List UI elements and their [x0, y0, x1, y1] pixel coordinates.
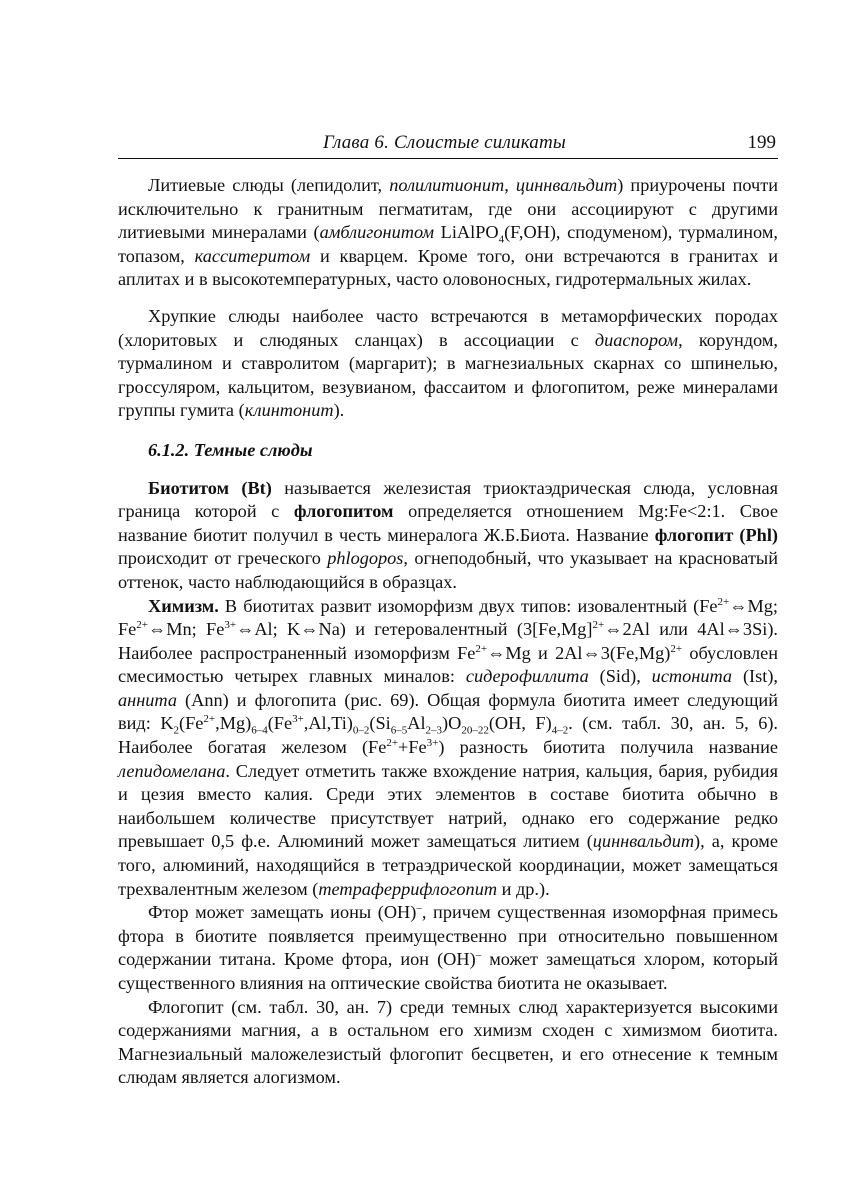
paragraph-lithium-micas: Литиевые слюды (лепидолит, полилитионит, циннвальдит) приурочены почти исключительно к гранитным пегматитам, где они ассоциируют с другими литиевыми минералами (амблигонитом LiAlPO$_4$(F,OH), сподуменом), турмалином, топазом, касситеритом и кварцем. Кроме того, они встречаются в гранитах и аплитах и в высокотемпературных, часто оловоносных, гидротермальных жилах. [118, 175, 779, 290]
chapter-title: Глава 6. Слоистые силикаты [323, 132, 566, 153]
running-header [118, 128, 778, 159]
paragraph-brittle-micas: Хрупкие слюды наиболее часто встречаются в метаморфических породах (хлоритовых и слюдяных сланцах) в ассоциации с диаспором, корундом, турмалином и ставролитом (маргарит); в магнезиальных скарнах со шпинелью, гроссуляром, кальцитом, везувианом, фассаитом и флогопитом, реже минералами группы гумита (клинтонит). [118, 305, 778, 421]
paragraph-chemistry: Химизм. В биотитах развит изоморфизм двух типов: изовалентный ($Fe^{2+}\Leftrightarrow Mg$; $Fe^{2+}\Leftrightarrow Mn$; $Fe^{3+}\Leftrightarrow Al$; K⇔Na) и гетеровалентный ($3[Fe,Mg]^{2+}\Leftrightarrow 2Al$ или 4Al⇔3Si). Наиболее распространенный изоморфизм $Fe^{2+}\Leftrightarrow Mg$ и $2Al\Leftrightarrow 3(Fe,Mg)^{2+}$ обусловлен смесимостью четырех главных миналов: сидерофиллита (Sid), истонита (Ist), аннита (Ann) и флогопита (рис. 69). Общая формула биотита имеет следующий вид: $K_2(Fe^{2+},Mg)_{6-4}(Fe^{3+},Al,Ti)_{0-2}(Si_{6-5}Al_{2-3})O_{20-22}(OH$, $F)_{4-2}$. (см. табл. 30, ан. 5, 6). Наиболее богатая железом $(Fe^{2+}+Fe^{3+})$ разность биотита получила название лепидомелана. Следует отметить также вхождение натрия, кальция, бария, рубидия и цезия вместо калия. Среди этих элементов в составе биотита обычно в наибольшем количестве присутствует натрий, однако его содержание редко превышает 0,5 ф.е. Алюминий может замещаться литием (циннвальдит), а, кроме того, алюминий, находящийся в тетраэдрической координации, может замещаться трехвалентным железом (тетраферрифлогопит и др.). [118, 595, 778, 899]
paragraph-biotite-definition: Биотитом (Bt) называется железистая триоктаэдрическая слюда, условная граница которой с флогопитом определяется отношением Mg:Fe<2:1. Свое название биотит получил в честь минералога Ж.Б.Биота. Название флогопит (Phl) происходит от греческого phlogopos, огнеподобный, что указывает на красноватый оттенок, часто наблюдающийся в образцах. [118, 477, 778, 592]
page-number: 199 [747, 132, 776, 153]
paragraph-fluorine: Фтор может замещать ионы (OH)–, причем существенная изоморфная примесь фтора в биотите появляется преимущественно при относительно повышенном содержании титана. Кроме фтора, ион (OH)– может замещаться хлором, который существенного влияния на оптические свойства биотита не оказывает. [118, 902, 779, 993]
text-body [118, 174, 778, 1090]
section-title: 6.1.2. Темные слюды [148, 439, 313, 460]
paragraph-phlogopite: Флогопит (см. табл. 30, ан. 7) среди темных слюд характеризуется высокими содержаниями магния, а в остальном его химизм сходен с химизмом биотита. Магнезиальный маложелезистый флогопит бесцветен, и его отнесение к темным слюдам является алогизмом. [118, 996, 778, 1088]
